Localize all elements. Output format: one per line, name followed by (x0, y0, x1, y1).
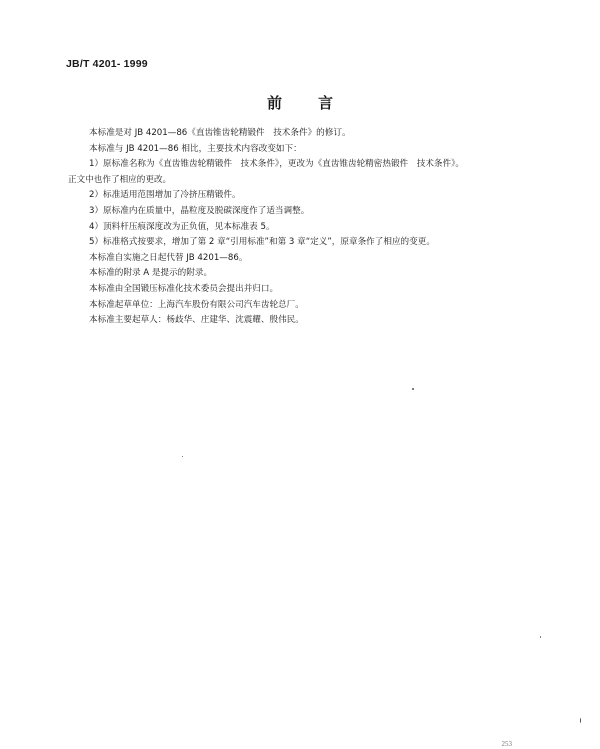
foreword-body (68, 126, 548, 329)
list-item-2: 2）标准适用范围增加了冷挤压精锻件。 (89, 190, 241, 201)
paragraph-drafters: 本标准主要起草人：杨歧华、庄建华、沈震耀、殷伟民。 (89, 315, 304, 326)
scan-speck (182, 456, 183, 457)
list-item-4: 4）顶料杆压痕深度改为正负值，见本标准表 5。 (89, 221, 275, 232)
paragraph-changes-intro: 本标准与 JB 4201—86 相比，主要技术内容改变如下： (89, 143, 302, 154)
page-number: 253 (501, 740, 512, 748)
scan-speck (580, 718, 581, 723)
scan-speck (540, 636, 541, 638)
list-item-1: 1）原标准名称为《直齿锥齿轮精锻件 技术条件》，更改为《直齿锥齿轮精密热锻件 技术条件》。 (89, 159, 464, 170)
scan-speck (412, 388, 414, 390)
list-item-5: 5）标准格式按要求，增加了第 2 章“引用标准”和第 3 章“定义”，原章条作了相应的变更。 (89, 237, 435, 248)
paragraph-revision-note: 本标准是对 JB 4201—86《直齿锥齿轮精锻件 技术条件》的修订。 (89, 128, 351, 138)
paragraph-appendix: 本标准的附录 A 是提示的附录。 (89, 268, 213, 279)
page-title: 前言 (266, 94, 369, 112)
paragraph-proposer: 本标准由全国锻压标准化技术委员会提出并归口。 (89, 283, 279, 294)
paragraph-replaces: 本标准自实施之日起代替 JB 4201—86。 (89, 252, 248, 263)
list-item-3: 3）原标准内在质量中，晶粒度及脱碳深度作了适当调整。 (89, 205, 310, 216)
paragraph-drafting-unit: 本标准起草单位：上海汽车股份有限公司汽车齿轮总厂。 (89, 299, 304, 310)
standard-number: JB/T 4201- 1999 (66, 58, 148, 70)
list-item-1-continuation: 正文中也作了相应的更改。 (68, 174, 172, 185)
